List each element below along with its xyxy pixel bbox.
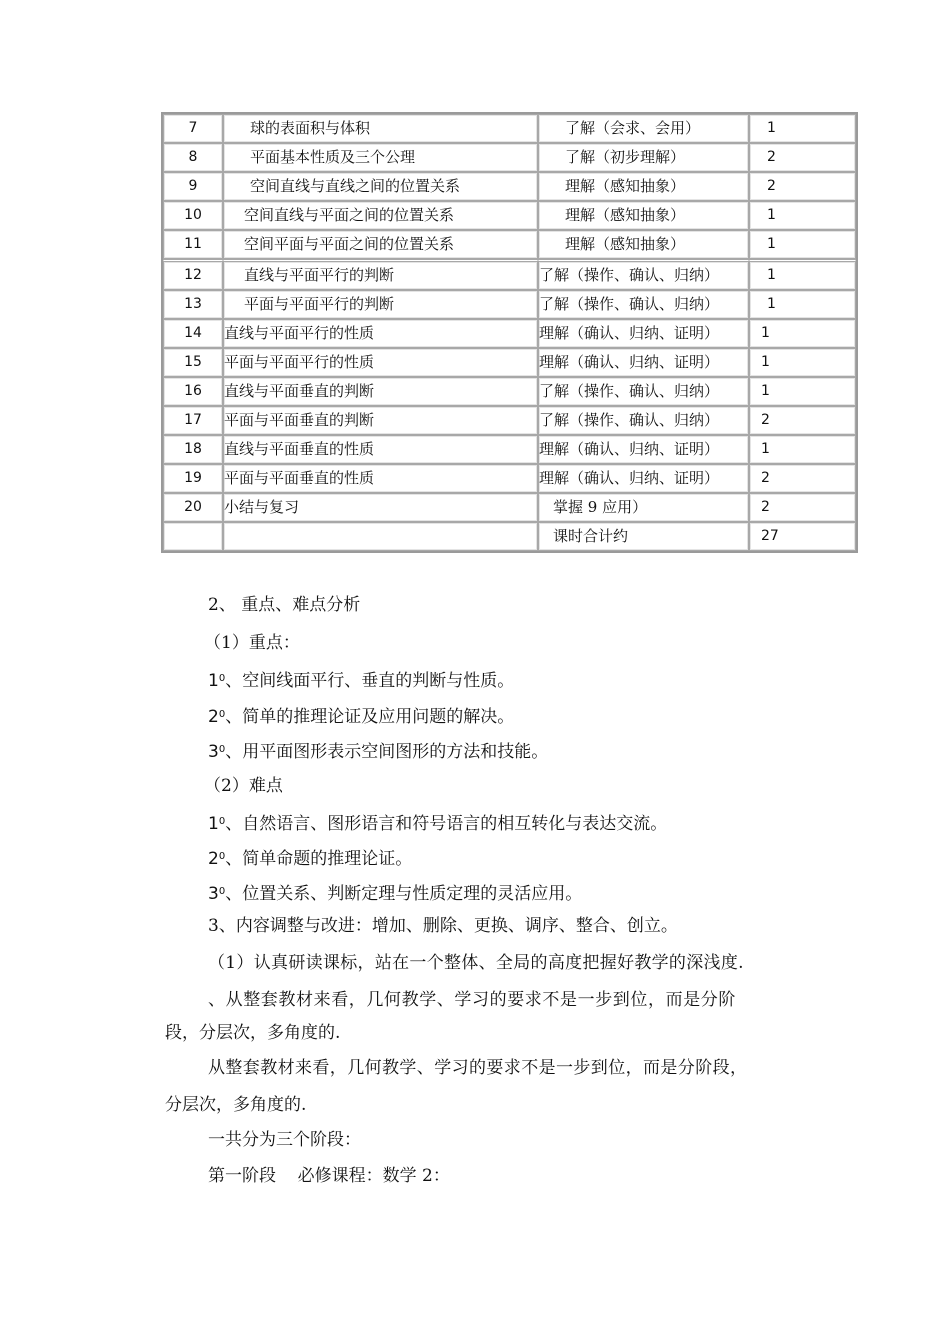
row-hours: 1 [749,348,856,377]
row-topic: 平面基本性质及三个公理 [223,143,538,172]
row-number: 18 [163,435,223,464]
row-level: 理解（确认、归纳、证明） [538,435,749,464]
row-hours: 2 [749,406,856,435]
row-topic: 直线与平面垂直的性质 [223,435,538,464]
row-level: 了解（会求、会用） [538,114,749,143]
row-hours: 1 [749,290,856,319]
row-level: 理解（确认、归纳、证明） [538,464,749,493]
paragraph: （1）认真研读课标，站在一个整体、全局的高度把握好教学的深浅度. [208,953,744,973]
row-topic: 平面与平面垂直的判断 [223,406,538,435]
row-number: 19 [163,464,223,493]
table-row [163,201,856,230]
row-hours: 1 [749,435,856,464]
key-point-item [208,703,514,729]
row-level: 了解（初步理解） [538,143,749,172]
row-topic: 直线与平面平行的判断 [223,259,538,290]
item-number: 2 [208,849,219,869]
row-level: 了解（操作、确认、归纳） [538,406,749,435]
item-number-sup: 0 [218,816,226,827]
item-number: 1 [208,671,219,691]
row-level: 了解（操作、确认、归纳） [538,290,749,319]
row-number: 10 [163,201,223,230]
row-level: 掌握 9 应用） [538,493,749,522]
row-number: 12 [163,259,223,290]
item-text: 、用平面图形表示空间图形的方法和技能。 [225,742,549,762]
key-point-item [208,667,514,693]
row-hours: 1 [749,259,856,290]
row-level: 理解（确认、归纳、证明） [538,348,749,377]
difficult-point-item [208,845,412,871]
item-number-sup: 0 [218,673,226,684]
row-level: 了解（操作、确认、归纳） [538,377,749,406]
row-level: 理解（感知抽象） [538,230,749,259]
row-hours: 2 [749,143,856,172]
row-topic: 平面与平面平行的性质 [223,348,538,377]
table-row [163,114,856,143]
item-text: 、位置关系、判断定理与性质定理的灵活应用。 [225,884,583,904]
row-number: 13 [163,290,223,319]
row-number: 16 [163,377,223,406]
row-number: 15 [163,348,223,377]
paragraph: 、从整套教材来看，几何教学、学习的要求不是一步到位，而是分阶 [208,990,736,1010]
table-row [163,464,856,493]
table-row [163,406,856,435]
difficult-points-label: （2）难点 [204,776,283,796]
row-topic: 空间平面与平面之间的位置关系 [223,230,538,259]
row-hours: 2 [749,493,856,522]
difficult-point-item [208,810,667,836]
row-topic: 空间直线与直线之间的位置关系 [223,172,538,201]
item-text: 、简单命题的推理论证。 [225,849,413,869]
row-level: 了解（操作、确认、归纳） [538,259,749,290]
empty-cell [163,522,223,551]
item-text: 、空间线面平行、垂直的判断与性质。 [225,671,515,691]
table-row [163,172,856,201]
row-hours: 1 [749,319,856,348]
row-topic: 空间直线与平面之间的位置关系 [223,201,538,230]
key-point-item [208,738,548,764]
row-number: 17 [163,406,223,435]
row-topic: 球的表面积与体积 [223,114,538,143]
row-number: 20 [163,493,223,522]
table-row [163,259,856,290]
item-number: 3 [208,884,219,904]
row-topic: 平面与平面垂直的性质 [223,464,538,493]
item-text: 、简单的推理论证及应用问题的解决。 [225,707,515,727]
row-number: 8 [163,143,223,172]
row-level: 理解（感知抽象） [538,172,749,201]
empty-cell [223,522,538,551]
table-total-row [163,522,856,551]
item-number: 3 [208,742,219,762]
row-hours: 1 [749,201,856,230]
paragraph: 从整套教材来看，几何教学、学习的要求不是一步到位，而是分阶段， [208,1058,748,1078]
row-topic: 平面与平面平行的判断 [223,290,538,319]
paragraph: 第一阶段 必修课程：数学 2： [208,1166,450,1186]
row-topic: 直线与平面平行的性质 [223,319,538,348]
item-number-sup: 0 [218,709,226,720]
row-number: 11 [163,230,223,259]
row-hours: 2 [749,464,856,493]
paragraph: 分层次，多角度的. [165,1095,307,1115]
row-topic: 直线与平面垂直的判断 [223,377,538,406]
table-row [163,493,856,522]
table-row [163,348,856,377]
row-hours: 1 [749,114,856,143]
row-hours: 1 [749,377,856,406]
table-row [163,290,856,319]
table-row [163,143,856,172]
row-hours: 1 [749,230,856,259]
total-value: 27 [749,522,856,551]
row-level: 理解（感知抽象） [538,201,749,230]
item-number-sup: 0 [218,851,226,862]
section2-heading: 2、 重点、难点分析 [208,595,361,615]
difficult-point-item [208,880,582,906]
table-row [163,230,856,259]
item-text: 、自然语言、图形语言和符号语言的相互转化与表达交流。 [225,814,668,834]
key-points-label: （1）重点： [204,633,300,653]
total-label: 课时合计约 [538,522,749,551]
row-topic: 小结与复习 [223,493,538,522]
row-hours: 2 [749,172,856,201]
row-number: 7 [163,114,223,143]
item-number: 2 [208,707,219,727]
row-level: 理解（确认、归纳、证明） [538,319,749,348]
item-number-sup: 0 [218,744,226,755]
table-row [163,377,856,406]
table-row [163,435,856,464]
paragraph: 一共分为三个阶段： [208,1130,361,1150]
table-row [163,319,856,348]
paragraph: 段，分层次，多角度的. [165,1023,341,1043]
table-body [163,114,856,551]
item-number-sup: 0 [218,886,226,897]
item-number: 1 [208,814,219,834]
section3-heading: 3、内容调整与改进：增加、删除、更换、调序、整合、创立。 [208,916,678,936]
course-hours-table [161,112,858,553]
row-number: 14 [163,319,223,348]
row-number: 9 [163,172,223,201]
